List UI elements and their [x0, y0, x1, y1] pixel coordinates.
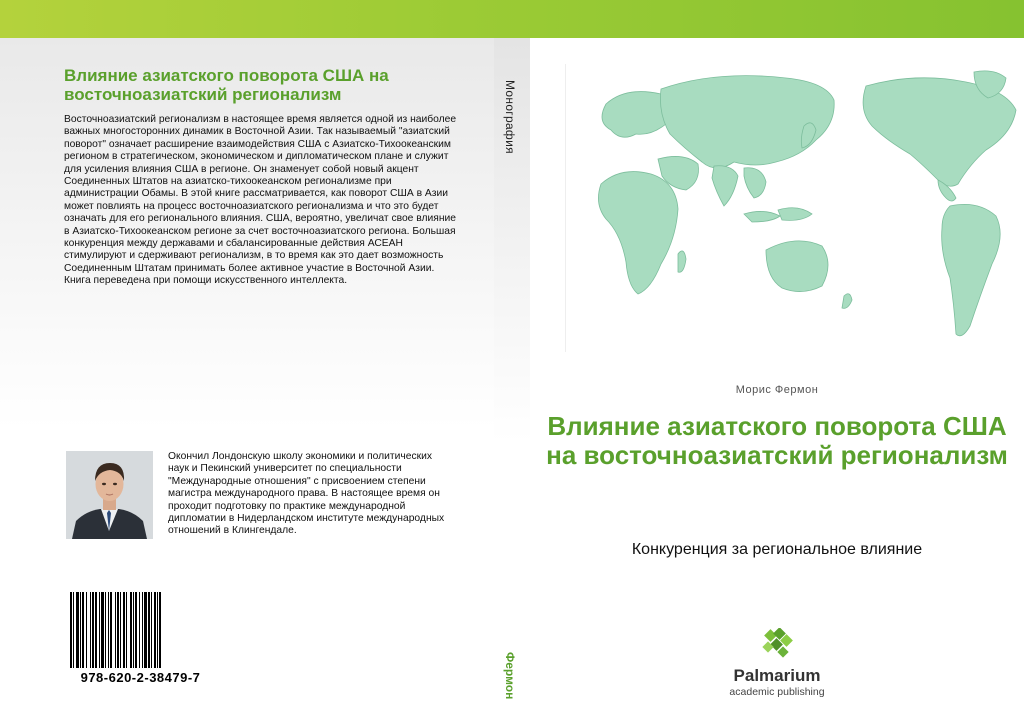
back-title: Влияние азиатского поворота США на восточноазиатский регионализм	[64, 66, 389, 104]
publisher-subtitle: academic publishing	[729, 686, 825, 698]
back-blurb	[64, 114, 458, 288]
translation-note: Книга переведена при помощи искусственного интеллекта.	[64, 275, 348, 287]
front-author: Морис Фермон	[735, 384, 819, 396]
world-map-illustration-icon	[566, 64, 1024, 352]
front-subtitle: Конкуренция за региональное влияние	[631, 541, 923, 558]
author-photo	[66, 451, 153, 539]
publisher-name: Palmarium	[733, 666, 821, 685]
front-title: Влияние азиатского поворота США на восточноазиатский регионализм	[546, 411, 1008, 470]
top-green-band	[0, 0, 1024, 38]
palmarium-logo-icon	[712, 628, 842, 668]
world-map	[565, 64, 1024, 352]
barcode	[68, 592, 213, 668]
author-portrait-icon	[66, 451, 153, 539]
spine-series: Монография	[503, 80, 517, 154]
barcode-icon	[68, 592, 213, 668]
isbn: 978-620-2-38479-7	[80, 670, 201, 685]
blurb-text: Восточноазиатский регионализм в настоящее время является одной из наиболее важных многосторонних динамик в Восточной Азии. Так называемый "азиатский поворот" означает расширение взаимодействия США с Азиатско-Тихоокеанским регионом в стратегическом, экономическом и дипломатическом плане и служит для усиления влияния США в регионе. Он знаменует собой новый акцент Соединенных Штатов на азиатско-тихоокеанском регионализме при администрации Обамы. В этой книге рассматривается, как поворот США в Азии может повлиять на процесс восточноазиатского регионализма и что это будет означать для его регионального влияния. США, вероятно, увеличат свое влияние в Азиатско-Тихоокеанском регионе за счет восточноазиатского региона. Большая конкуренция между державами и сбалансированные действия АСЕАН стимулируют и сдерживают регионализм, в то время как это дает возможность Соединенным Штатам принимать более активное участие в Восточной Азии.	[64, 114, 457, 274]
author-bio: Окончил Лондонскую школу экономики и политических наук и Пекинский университет по специальности "Международные отношения" с присвоением степени магистра международного права. В настоящее время он проходит подготовку по практике международной дипломатии в Нидерландском институте международных отношений в Клингендале.	[168, 451, 445, 537]
spine-author: Фермон	[503, 652, 517, 700]
